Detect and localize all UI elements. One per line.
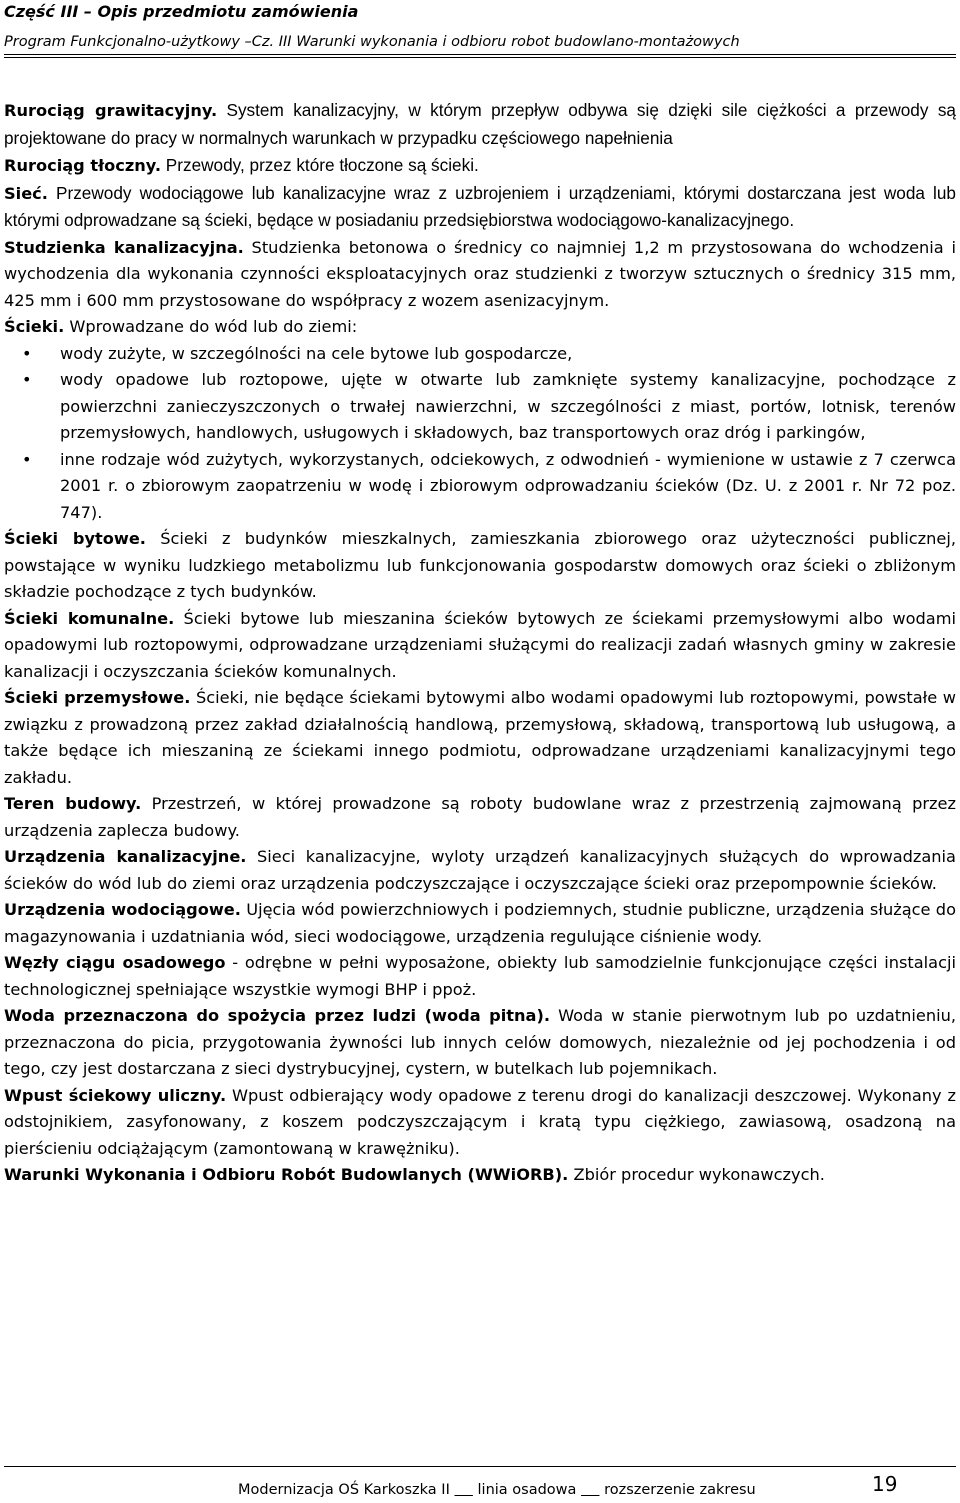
list-item xyxy=(4,341,956,368)
definition-term: Sieć. xyxy=(4,183,48,203)
definition-term: Woda przeznaczona do spożycia przez ludzi (woda pitna). xyxy=(4,1006,551,1025)
page-header xyxy=(4,0,956,52)
definition-domestic-sewage xyxy=(4,526,956,606)
list-item-text: wody zużyte, w szczególności na cele bytowe lub gospodarcze, xyxy=(60,343,573,363)
definition-term: Warunki Wykonania i Odbioru Robót Budowlanych (WWiORB). xyxy=(4,1165,569,1184)
definition-text: Przestrzeń, w której prowadzone są roboty budowlane wraz z przestrzenią zajmowaną przez urządzenia zaplecza budowy. xyxy=(4,794,956,840)
definition-drinking-water xyxy=(4,1003,956,1083)
definition-term: Urządzenia wodociągowe. xyxy=(4,900,241,919)
definition-street-inlet xyxy=(4,1083,956,1163)
definition-text: Ścieki z budynków mieszkalnych, zamieszkania zbiorowego oraz użyteczności publicznej, powstające w wyniku ludzkiego metabolizmu lub funkcjonowania gospodarstw domowych oraz ścieki o zbliżonym składzie pochodzące z tych budynków. xyxy=(4,529,956,601)
definition-text: Zbiór procedur wykonawczych. xyxy=(568,1165,825,1184)
definition-term: Teren budowy. xyxy=(4,794,142,813)
definition-municipal-sewage xyxy=(4,606,956,686)
definition-term: Ścieki przemysłowe. xyxy=(4,688,191,707)
definition-term: Ścieki bytowe. xyxy=(4,529,146,548)
definition-text: - odrębne w pełni wyposażone, obiekty lub samodzielnie funkcjonujące części instalacji technologicznej spełniające wszystkie wymogi BHP i ppoż. xyxy=(4,953,956,999)
definition-sewer-manhole xyxy=(4,235,956,315)
definition-wwiorb xyxy=(4,1162,956,1189)
definition-term: Urządzenia kanalizacyjne. xyxy=(4,847,247,866)
definition-text: Wpust odbierający wody opadowe z terenu drogi do kanalizacji deszczowej. Wykonany z odstojnikiem, zasyfonowany, z koszem podczyszczającym i kratą typu ciężkiego, zawiasową, osadzoną na pierścieniu odciążającym (zamontowaną w krawężniku). xyxy=(4,1085,956,1158)
header-divider xyxy=(4,54,956,55)
document-body xyxy=(4,97,956,1189)
definition-term: Ścieki komunalne. xyxy=(4,608,175,628)
definition-text: Sieci kanalizacyjne, wyloty urządzeń kanalizacyjnych służących do wprowadzania ścieków do wód lub do ziemi oraz urządzenia podczyszczające i oczyszczające ścieki oraz przepompownie ścieków. xyxy=(4,847,956,893)
list-item xyxy=(4,447,956,527)
definition-text: Ujęcia wód powierzchniowych i podziemnych, studnie publiczne, urządzenia służące do magazynowania i uzdatniania wód, sieci wodociągowe, urządzenia regulujące ciśnienie wody. xyxy=(4,900,956,946)
definition-sewer-devices xyxy=(4,844,956,897)
footer-separator xyxy=(454,1482,472,1498)
document-subtitle: Program Funkcjonalno-użytkowy –Cz. III Warunki wykonania i odbioru robot budowlano-montażowych xyxy=(4,34,740,50)
sewage-types-list xyxy=(4,341,956,527)
definition-term: Ścieki. xyxy=(4,317,65,336)
definition-text: System kanalizacyjny, w którym przepływ odbywa się dzięki sile ciężkości a przewody są projektowane do pracy w normalnych warunkach w przypadku częściowego napełnienia xyxy=(4,100,956,148)
definition-text: Woda w stanie pierwotnym lub po uzdatnieniu, przeznaczona do picia, przygotowania żywności lub innych celów domowych, niezależnie od jej pochodzenia i od tego, czy jest dostarczana z sieci dystrybucyjnej, cystern, w butelkach lub pojemnikach. xyxy=(4,1006,956,1078)
definition-construction-site xyxy=(4,791,956,844)
definition-term: Rurociąg grawitacyjny. xyxy=(4,101,218,120)
definition-text: Przewody, przez które tłoczone są ścieki. xyxy=(161,155,479,175)
definition-gravity-pipeline xyxy=(4,97,956,152)
definition-network xyxy=(4,180,956,235)
footer-scope: rozszerzenie zakresu xyxy=(604,1482,756,1498)
definition-text: Ścieki bytowe lub mieszanina ścieków bytowych ze ściekami przemysłowymi albo wodami opadowymi lub roztopowymi, odprowadzane urządzeniami służącymi do realizacji zadań własnych gminy w zakresie kanalizacji i oczyszczania ścieków komunalnych. xyxy=(4,608,956,681)
footer-line: linia osadowa xyxy=(477,1482,577,1498)
definition-water-devices xyxy=(4,897,956,950)
bullet-icon: • xyxy=(22,449,32,469)
list-item-text: inne rodzaje wód zużytych, wykorzystanych, odciekowych, z odwodnień - wymienione w ustawie z 7 czerwca 2001 r. o zbiorowym zaopatrzeniu w wodę i zbiorowym odprowadzaniu ścieków (Dz. U. z 2001 r. Nr 72 poz. 747). xyxy=(60,449,956,522)
definition-text: Ścieki, nie będące ściekami bytowymi albo wodami opadowymi lub roztopowymi, powstałe w związku z prowadzoną przez zakład działalnością handlową, przemysłową, składową, transportową lub usługową, a także będące ich mieszaniną ze ściekami innego podmiotu, odprowadzane urządzeniami kanalizacyjnymi tego zakładu. xyxy=(4,688,956,787)
footer-project: Modernizacja OŚ Karkoszka II xyxy=(238,1482,450,1498)
definition-text: Przewody wodociągowe lub kanalizacyjne wraz z uzbrojeniem i urządzeniami, którymi dostarczana jest woda lub którymi odprowadzane są ścieki, będące w posiadaniu przedsiębiorstwa wodociągowo-kanalizacyjnego. xyxy=(4,182,956,230)
bullet-icon: • xyxy=(22,343,32,363)
definition-text: Studzienka betonowa o średnicy co najmniej 1,2 m przystosowana do wchodzenia i wychodzenia dla wykonania czynności eksploatacyjnych oraz studzienki z tworzyw sztucznych o średnicy 315 mm, 425 mm i 600 mm przystosowane do współpracy z wozem asenizacyjnym. xyxy=(4,237,956,310)
definition-industrial-sewage xyxy=(4,685,956,791)
definition-sludge-nodes xyxy=(4,950,956,1003)
page-footer xyxy=(0,1468,960,1503)
list-item-text: wody opadowe lub roztopowe, ujęte w otwarte lub zamknięte systemy kanalizacyjne, pochodzące z powierzchni zanieczyszczonych o trwałej nawierzchni, w szczególności z miast, portów, lotnisk, terenów przemysłowych, handlowych, usługowych i składowych, baz transportowych oraz dróg i parkingów, xyxy=(60,370,956,442)
footer-text xyxy=(238,1482,756,1498)
definition-term: Studzienka kanalizacyjna. xyxy=(4,237,244,257)
bullet-icon: • xyxy=(22,370,32,389)
definition-text: Wprowadzane do wód lub do ziemi: xyxy=(64,317,358,336)
definition-sewage xyxy=(4,314,956,341)
definition-term: Węzły ciągu osadowego xyxy=(4,953,226,972)
definition-term: Wpust ściekowy uliczny. xyxy=(4,1085,227,1105)
section-title: Część III – Opis przedmiotu zamówienia xyxy=(4,2,359,21)
list-item xyxy=(4,367,956,447)
footer-separator xyxy=(581,1482,599,1498)
footer-divider xyxy=(4,1466,956,1467)
header-divider-secondary xyxy=(4,57,956,58)
definition-term: Rurociąg tłoczny. xyxy=(4,156,162,175)
definition-pressure-pipeline xyxy=(4,152,956,180)
page-number: 19 xyxy=(872,1472,898,1496)
